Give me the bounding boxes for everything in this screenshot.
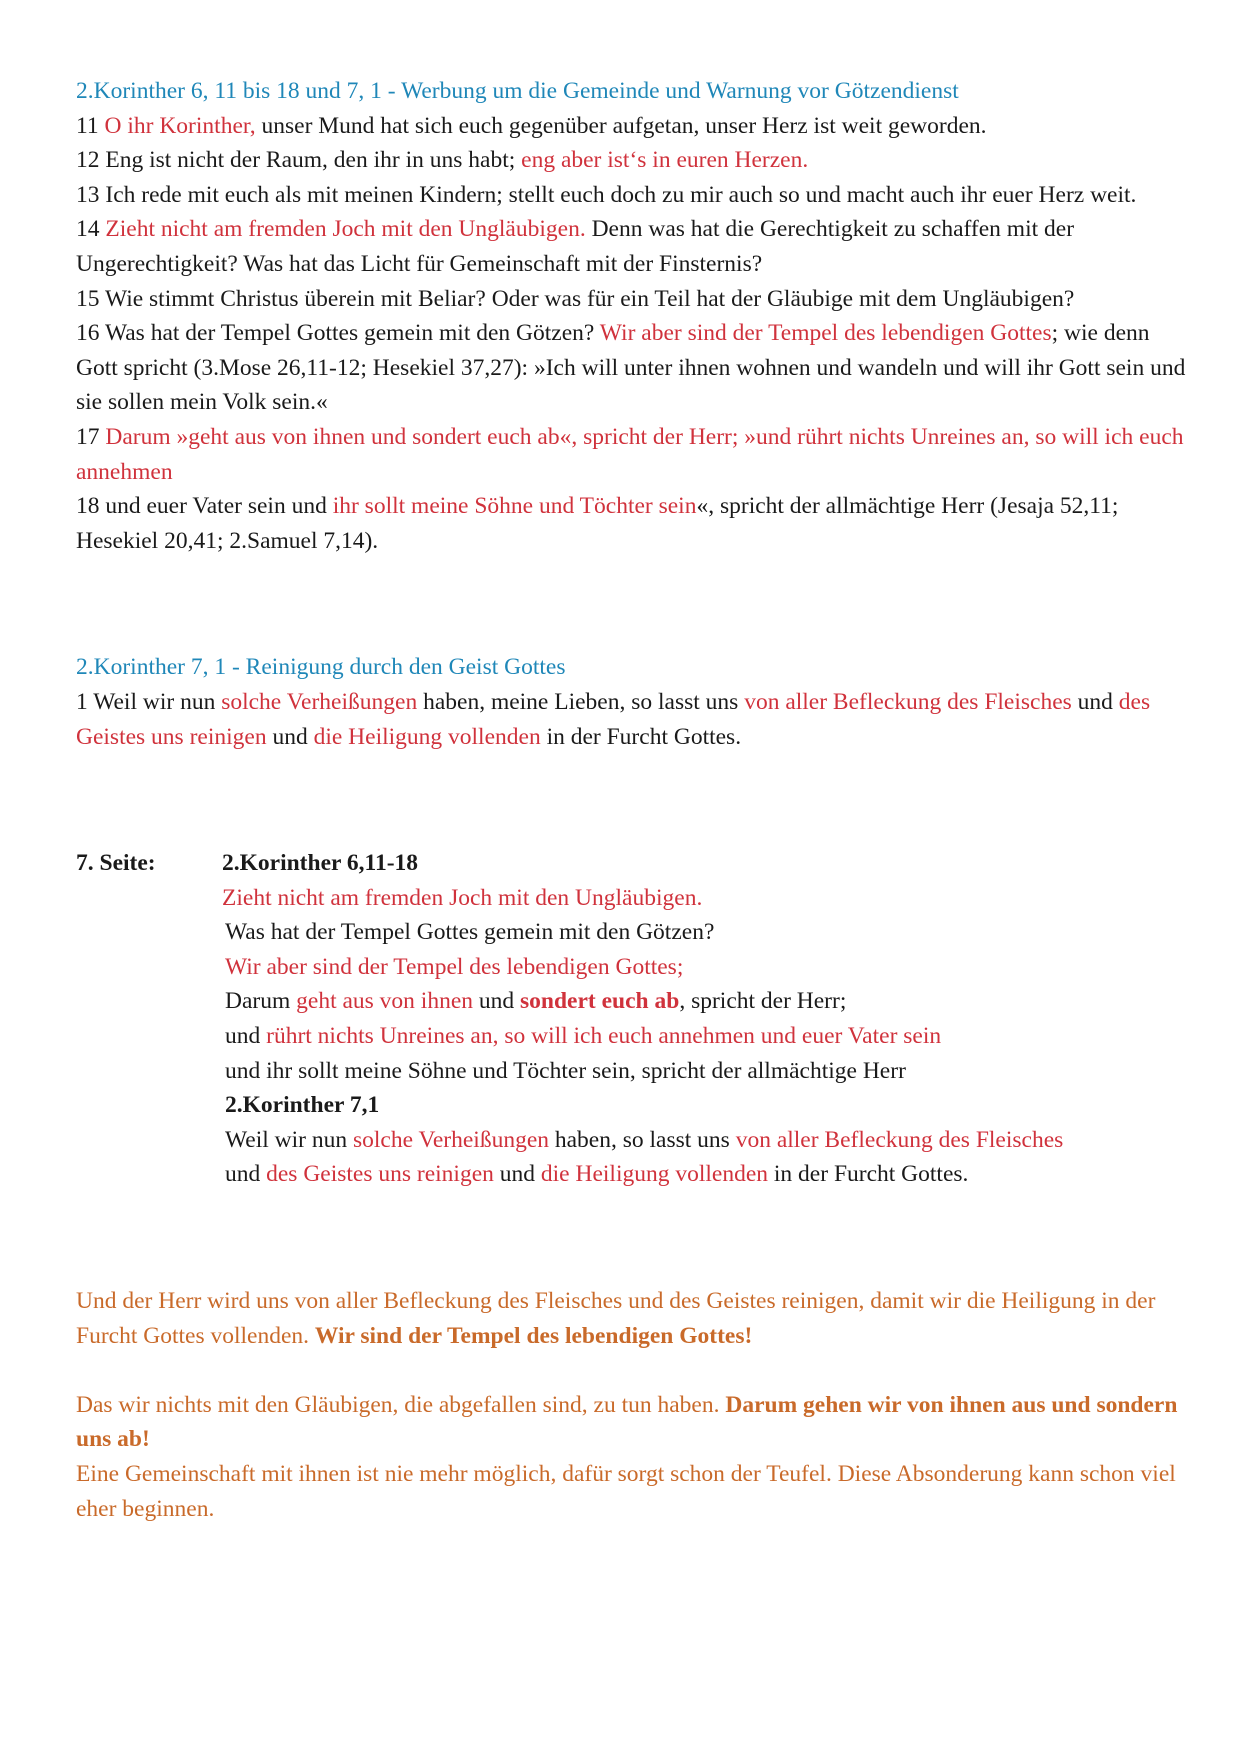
summary-highlight: sondert euch ab [520,988,680,1015]
summary-text: Darum [225,988,297,1015]
verse-12 [76,143,1186,178]
verse-text: 18 und euer Vater sein und [76,493,333,520]
summary-line [222,1157,1186,1192]
summary-highlight: die Heiligung vollenden [540,1161,769,1188]
summary-text: in der Furcht Gottes. [768,1161,969,1188]
commentary-paragraph-3: Eine Gemeinschaft mit ihnen ist nie mehr möglich, dafür sorgt schon der Teufel. Diese Absonderung kann schon viel eher beginnen. [76,1461,1176,1522]
verse-highlight: solche Verheißungen [221,688,418,715]
summary-highlight: von aller Befleckung des Fleisches [735,1126,1064,1153]
summary-line: und ihr sollt meine Söhne und Töchter sein, spricht der allmächtige Herr [225,1057,906,1084]
summary-text: Weil wir nun [225,1126,353,1153]
summary-reference: 2.Korinther 7,1 [225,1092,380,1119]
verse-16 [76,316,1186,420]
summary-line: Wir aber sind der Tempel des lebendigen Gottes; [225,953,684,980]
summary-text: haben, so lasst uns [549,1126,736,1153]
summary-line [222,984,1186,1019]
section-heading-1: 2.Korinther 6, 11 bis 18 und 7, 1 - Werbung um die Gemeinde und Warnung vor Götzendienst [76,78,959,104]
verse-18 [76,489,1186,558]
verse-11 [76,109,1186,144]
verse-highlight: die Heiligung vollenden [313,723,541,750]
verse-highlight: Zieht nicht am fremden Joch mit den Ungläubigen. [105,216,586,243]
verse-text: 12 Eng ist nicht der Raum, den ihr in uns habt; [76,147,522,174]
verse-highlight: ihr sollt meine Söhne und Töchter sein [332,493,697,520]
verse-17 [76,420,1186,489]
section-heading-2: 2.Korinther 7, 1 - Reinigung durch den Geist Gottes [76,654,566,681]
verse-text: ; wie denn Gott spricht (3.Mose 26,11-12; Hesekiel 37,27): »Ich will unter ihnen wohnen und wandeln und will ihr Gott sein und sie sollen mein Volk sein.« [76,320,1186,416]
summary-text: und [225,1023,267,1050]
commentary-emphasis: Wir sind der Tempel des lebendigen Gottes! [314,1322,753,1349]
summary-text: und [473,988,521,1015]
summary-highlight: solche Verheißungen [353,1126,549,1153]
verse-text: 1 Weil wir nun [76,688,222,715]
commentary-text: Und der Herr wird uns von aller Befleckung des Fleisches und des Geistes reinigen, damit wir die Heiligung in der Furcht Gottes vollenden. [76,1288,1156,1349]
verse-highlight: O ihr Korinther, [104,112,256,139]
summary-highlight: geht aus von ihnen [296,988,474,1015]
verse-highlight: von aller Befleckung des Fleisches [744,688,1072,715]
verse-text: haben, meine Lieben, so lasst uns [417,688,745,715]
summary-label: 7. Seite: [76,850,156,877]
summary-line: Zieht nicht am fremden Joch mit den Ungläubigen. [222,884,703,911]
summary-text: , spricht der Herr; [679,988,847,1015]
verse-13: 13 Ich rede mit euch als mit meinen Kindern; stellt euch doch zu mir auch so und macht auch ihr euer Herz weit. [76,181,1137,208]
verse-15: 15 Wie stimmt Christus überein mit Beliar? Oder was für ein Teil hat der Gläubige mit dem Ungläubigen? [76,285,1075,312]
commentary-paragraph-1 [76,1284,1186,1353]
summary-line [222,1123,1186,1158]
verse-text: und [266,723,314,750]
verse-text: unser Mund hat sich euch gegenüber aufgetan, unser Herz ist weit geworden. [255,112,987,139]
verse-number: 17 [76,423,106,450]
verse-highlight: Wir aber sind der Tempel des lebendigen Gottes [599,320,1052,347]
summary-line: Was hat der Tempel Gottes gemein mit den Götzen? [225,919,715,946]
summary-highlight: rührt nichts Unreines an, so will ich euch annehmen und euer Vater sein [266,1023,942,1050]
verse-text: 16 Was hat der Tempel Gottes gemein mit den Götzen? [76,320,600,347]
verse-text: Denn was hat die Gerechtigkeit zu schaffen mit der Ungerechtigkeit? Was hat das Licht für Gemeinschaft mit der Finsternis? [76,216,1075,277]
document-page [76,74,1186,1526]
summary-block [76,846,1186,1192]
summary-reference: 2.Korinther 6,11-18 [222,850,419,877]
spacer [76,1353,1186,1388]
commentary-emphasis: Darum gehen wir von ihnen aus und sondern uns ab! [76,1391,1178,1453]
summary-highlight: des Geistes uns reinigen [266,1161,494,1188]
verse-text: «, spricht der allmächtige Herr (Jesaja 52,11; Hesekiel 20,41; 2.Samuel 7,14). [76,493,1119,554]
commentary-paragraph-2 [76,1388,1186,1457]
summary-body [222,846,1186,1192]
verse-7-1 [76,685,1186,754]
verse-text: in der Furcht Gottes. [540,723,742,750]
summary-text: und [225,1161,267,1188]
verse-number: 14 [76,216,106,243]
verse-text: und [1071,688,1119,715]
spacer [76,558,1186,650]
verse-14 [76,212,1186,281]
spacer [76,1192,1186,1284]
commentary-text: Das wir nichts mit den Gläubigen, die abgefallen sind, zu tun haben. [76,1391,726,1418]
verse-highlight: Darum »geht aus von ihnen und sondert euch ab«, spricht der Herr; »und rührt nichts Unreines an, so will ich euch annehmen [76,423,1184,485]
summary-text: und [493,1161,541,1188]
verse-number: 11 [76,112,105,139]
verse-highlight: des Geistes uns reinigen [76,688,1151,750]
spacer [76,754,1186,846]
verse-highlight: eng aber ist‘s in euren Herzen. [521,147,809,174]
summary-line [222,1019,1186,1054]
